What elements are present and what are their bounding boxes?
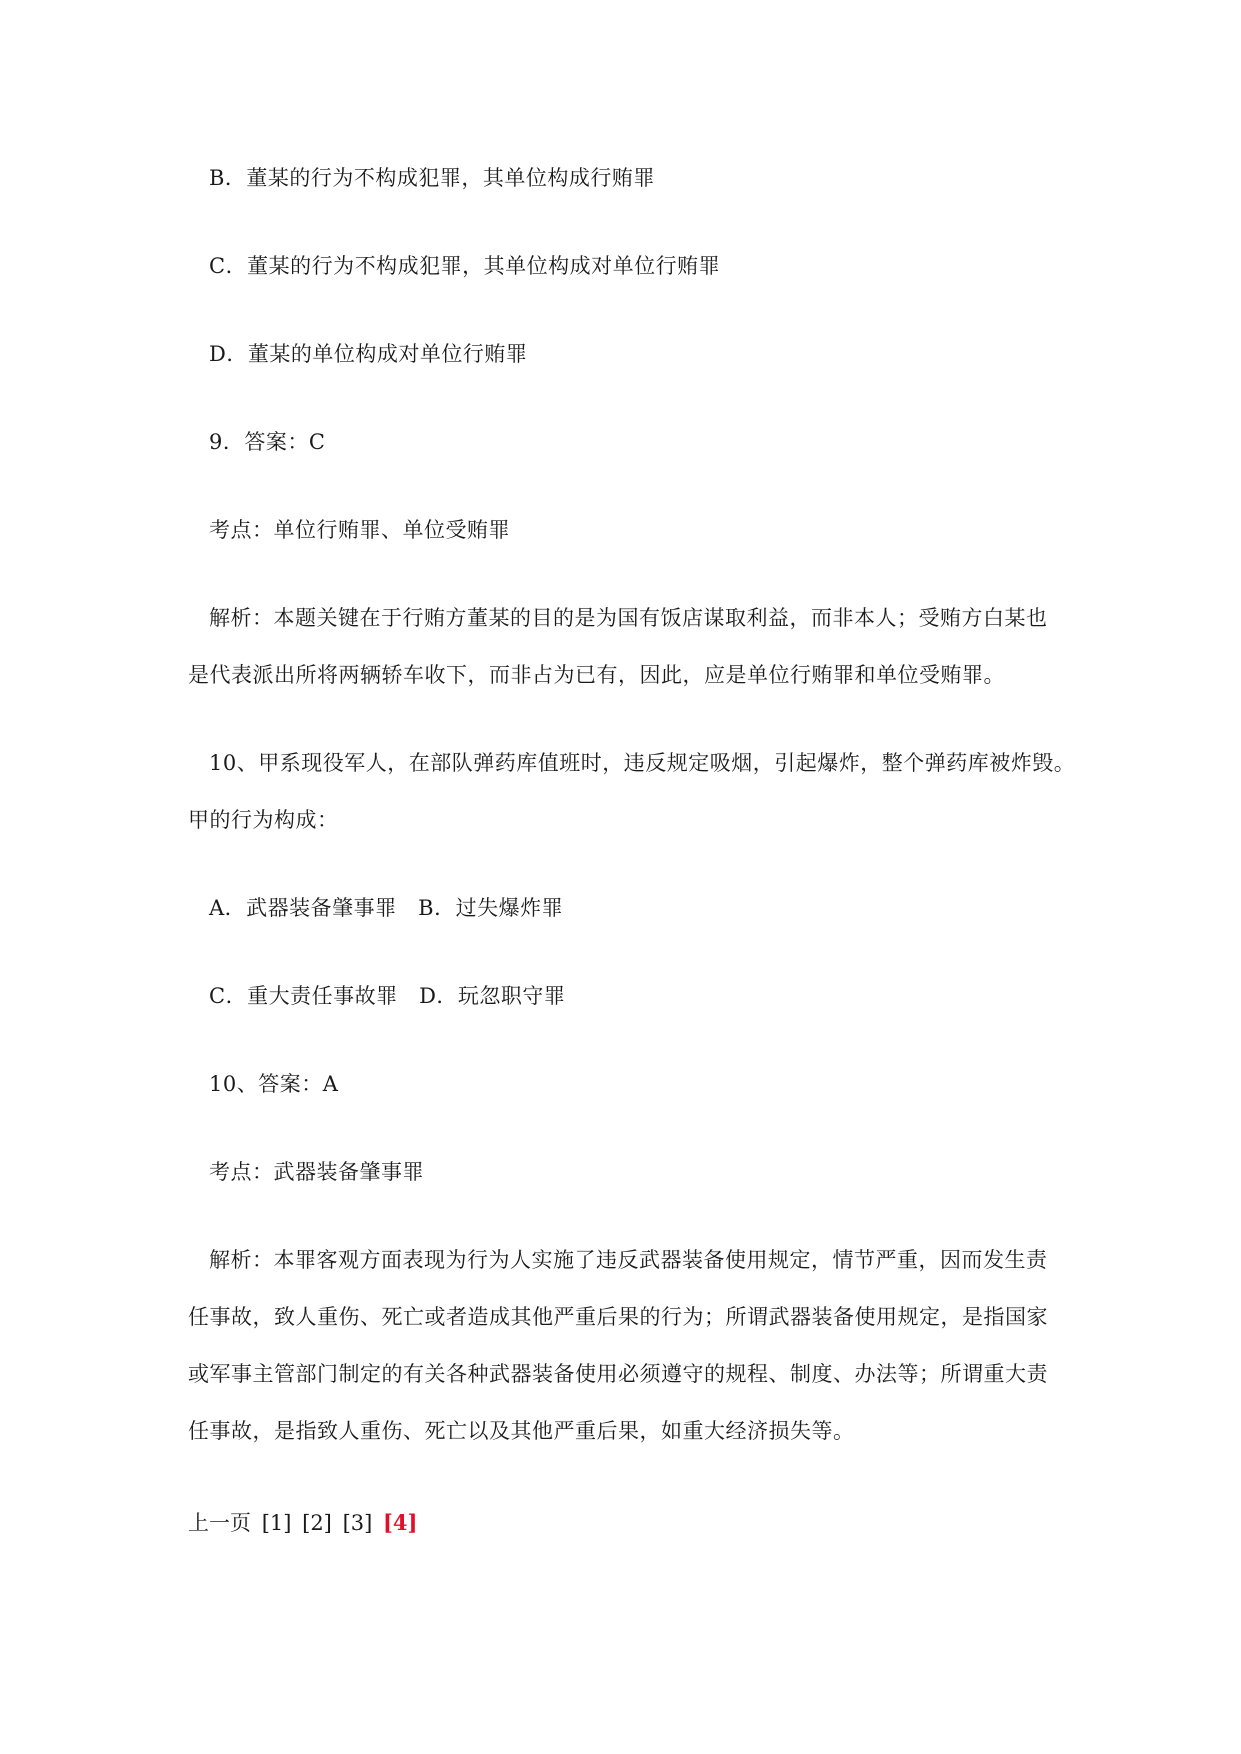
- page-link-3[interactable]: [3]: [342, 1511, 373, 1535]
- q10-analysis-line-1: 解析：本罪客观方面表现为行为人实施了违反武器装备使用规定，情节严重，因而发生责: [209, 1248, 1048, 1272]
- q9-exam-point: 考点：单位行贿罪、单位受贿罪: [209, 518, 510, 542]
- q10-options-cd: C．重大责任事故罪 D．玩忽职守罪: [209, 984, 566, 1008]
- q10-stem-line-2: 甲的行为构成：: [188, 808, 339, 832]
- pagination: [188, 1508, 421, 1538]
- q10-analysis-line-2: 任事故，致人重伤、死亡或者造成其他严重后果的行为；所谓武器装备使用规定，是指国家: [188, 1305, 1048, 1329]
- q9-option-d: D．董某的单位构成对单位行贿罪: [209, 342, 528, 366]
- page-link-1[interactable]: [1]: [261, 1511, 292, 1535]
- q10-analysis-line-4: 任事故，是指致人重伤、死亡以及其他严重后果，如重大经济损失等。: [188, 1419, 855, 1443]
- page-link-2[interactable]: [2]: [302, 1511, 332, 1535]
- q9-analysis-line-2: 是代表派出所将两辆轿车收下，而非占为已有，因此，应是单位行贿罪和单位受贿罪。: [188, 663, 1005, 687]
- q10-answer: 10、答案：A: [209, 1072, 339, 1096]
- q9-option-c: C．董某的行为不构成犯罪，其单位构成对单位行贿罪: [209, 254, 721, 278]
- prev-page-link[interactable]: 上一页: [188, 1511, 251, 1535]
- q9-option-b: B．董某的行为不构成犯罪，其单位构成行贿罪: [209, 166, 655, 190]
- q9-analysis-line-1: 解析：本题关键在于行贿方董某的目的是为国有饭店谋取利益，而非本人；受贿方白某也: [209, 606, 1048, 630]
- q10-options-ab: A．武器装备肇事罪 B．过失爆炸罪: [209, 896, 564, 920]
- q9-answer: 9．答案：C: [209, 430, 326, 454]
- q10-exam-point: 考点：武器装备肇事罪: [209, 1160, 424, 1184]
- q10-analysis-line-3: 或军事主管部门制定的有关各种武器装备使用必须遵守的规程、制度、办法等；所谓重大责: [188, 1362, 1048, 1386]
- q10-stem-line-1: 10、甲系现役军人，在部队弹药库值班时，违反规定吸烟，引起爆炸，整个弹药库被炸毁。: [209, 751, 1076, 775]
- page-link-4-current[interactable]: [4]: [383, 1510, 418, 1535]
